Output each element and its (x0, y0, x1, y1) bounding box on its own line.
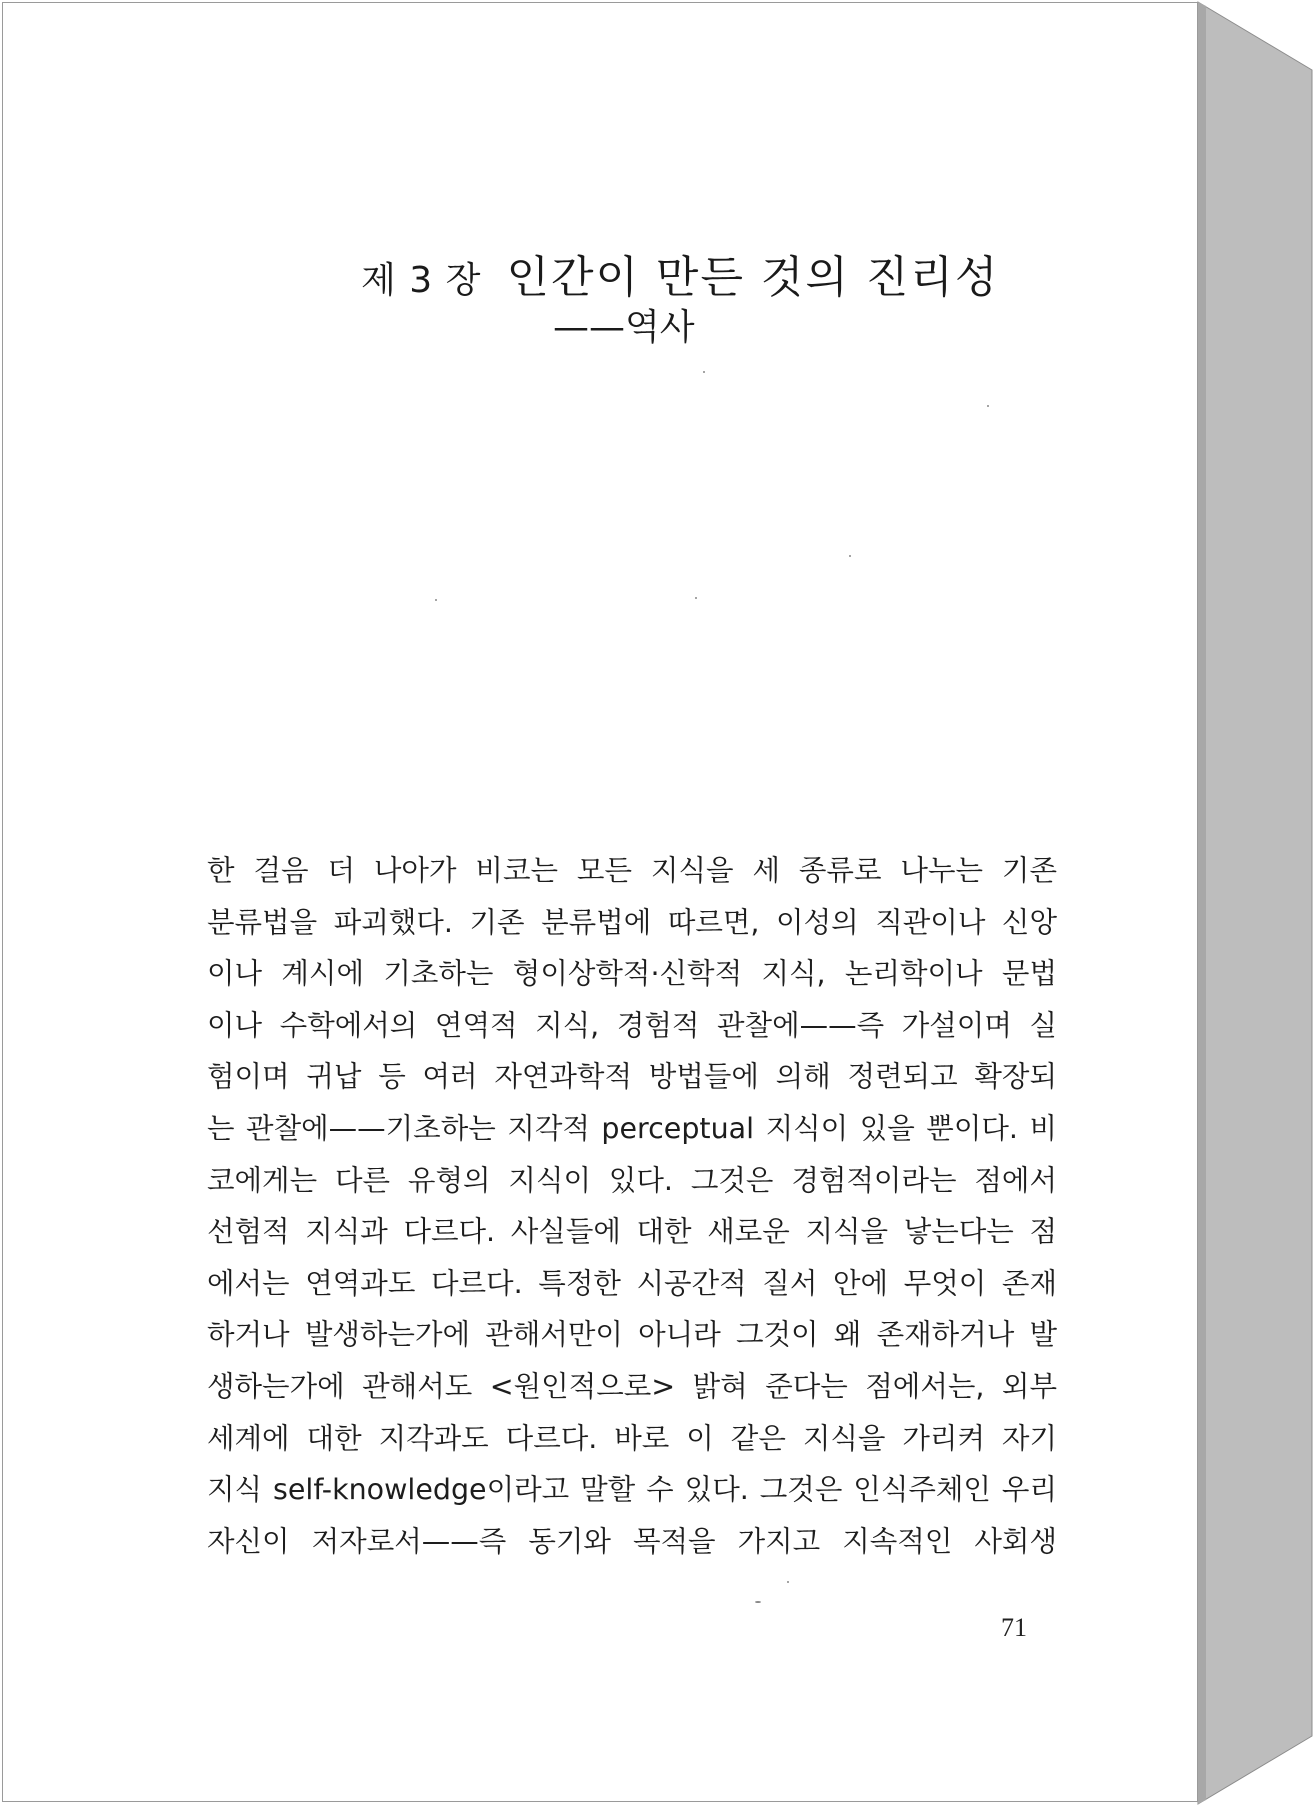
text-line: 지식 self-knowledge이라고 말할 수 있다. 그것은 인식주체인 우리 (207, 1473, 1057, 1507)
text-line: 코에게는 다른 유형의 지식이 있다. 그것은 경험적이라는 점에서 (207, 1163, 1057, 1197)
text-line: 선험적 지식과 다르다. 사실들에 대한 새로운 지식을 낳는다는 점 (207, 1215, 1057, 1249)
scan-speck (987, 405, 989, 407)
text-line: 한 걸음 더 나아가 비코는 모든 지식을 세 종류로 나누는 기존 (207, 854, 1057, 887)
chapter-title-line (361, 241, 999, 305)
scan-speck (755, 1601, 761, 1603)
text-line: 하거나 발생하는가에 관해서만이 아니라 그것이 왜 존재하거나 발 (207, 1318, 1057, 1352)
scan-speck (435, 599, 437, 601)
chapter-title: 인간이 만든 것의 진리성 (506, 252, 1000, 303)
chapter-number: 제 3 장 (361, 260, 482, 301)
text-line: 세계에 대한 지각과도 다르다. 바로 이 같은 지식을 가리켜 자기 (207, 1421, 1057, 1455)
text-line: 는 관찰에——기초하는 지각적 perceptual 지식이 있을 뿐이다. 비 (207, 1111, 1057, 1145)
scan-speck (787, 1581, 789, 1583)
scan-speck (849, 555, 851, 557)
book-page (2, 2, 1198, 1802)
scan-speck (695, 597, 697, 599)
text-line: 생하는가에 관해서도 <원인적으로> 밝혀 준다는 점에서는, 외부 (207, 1369, 1057, 1403)
text-line: 분류법을 파괴했다. 기존 분류법에 따르면, 이성의 직관이나 신앙 (207, 905, 1057, 939)
text-line: 이나 수학에서의 연역적 지식, 경험적 관찰에——즉 가설이며 실 (207, 1008, 1057, 1042)
text-line: 자신이 저자로서——즉 동기와 목적을 가지고 지속적인 사회생 (207, 1524, 1057, 1558)
text-line: 험이며 귀납 등 여러 자연과학적 방법들에 의해 정련되고 확장되 (207, 1060, 1057, 1094)
text-line: 이나 계시에 기초하는 형이상학적·신학적 지식, 논리학이나 문법 (207, 957, 1057, 991)
page-number: 71 (1001, 1613, 1027, 1642)
chapter-subtitle: ——역사 (553, 307, 695, 348)
body-paragraph (207, 845, 1057, 1567)
text-line: 에서는 연역과도 다르다. 특정한 시공간적 질서 안에 무엇이 존재 (207, 1266, 1057, 1300)
scan-speck (703, 371, 705, 373)
